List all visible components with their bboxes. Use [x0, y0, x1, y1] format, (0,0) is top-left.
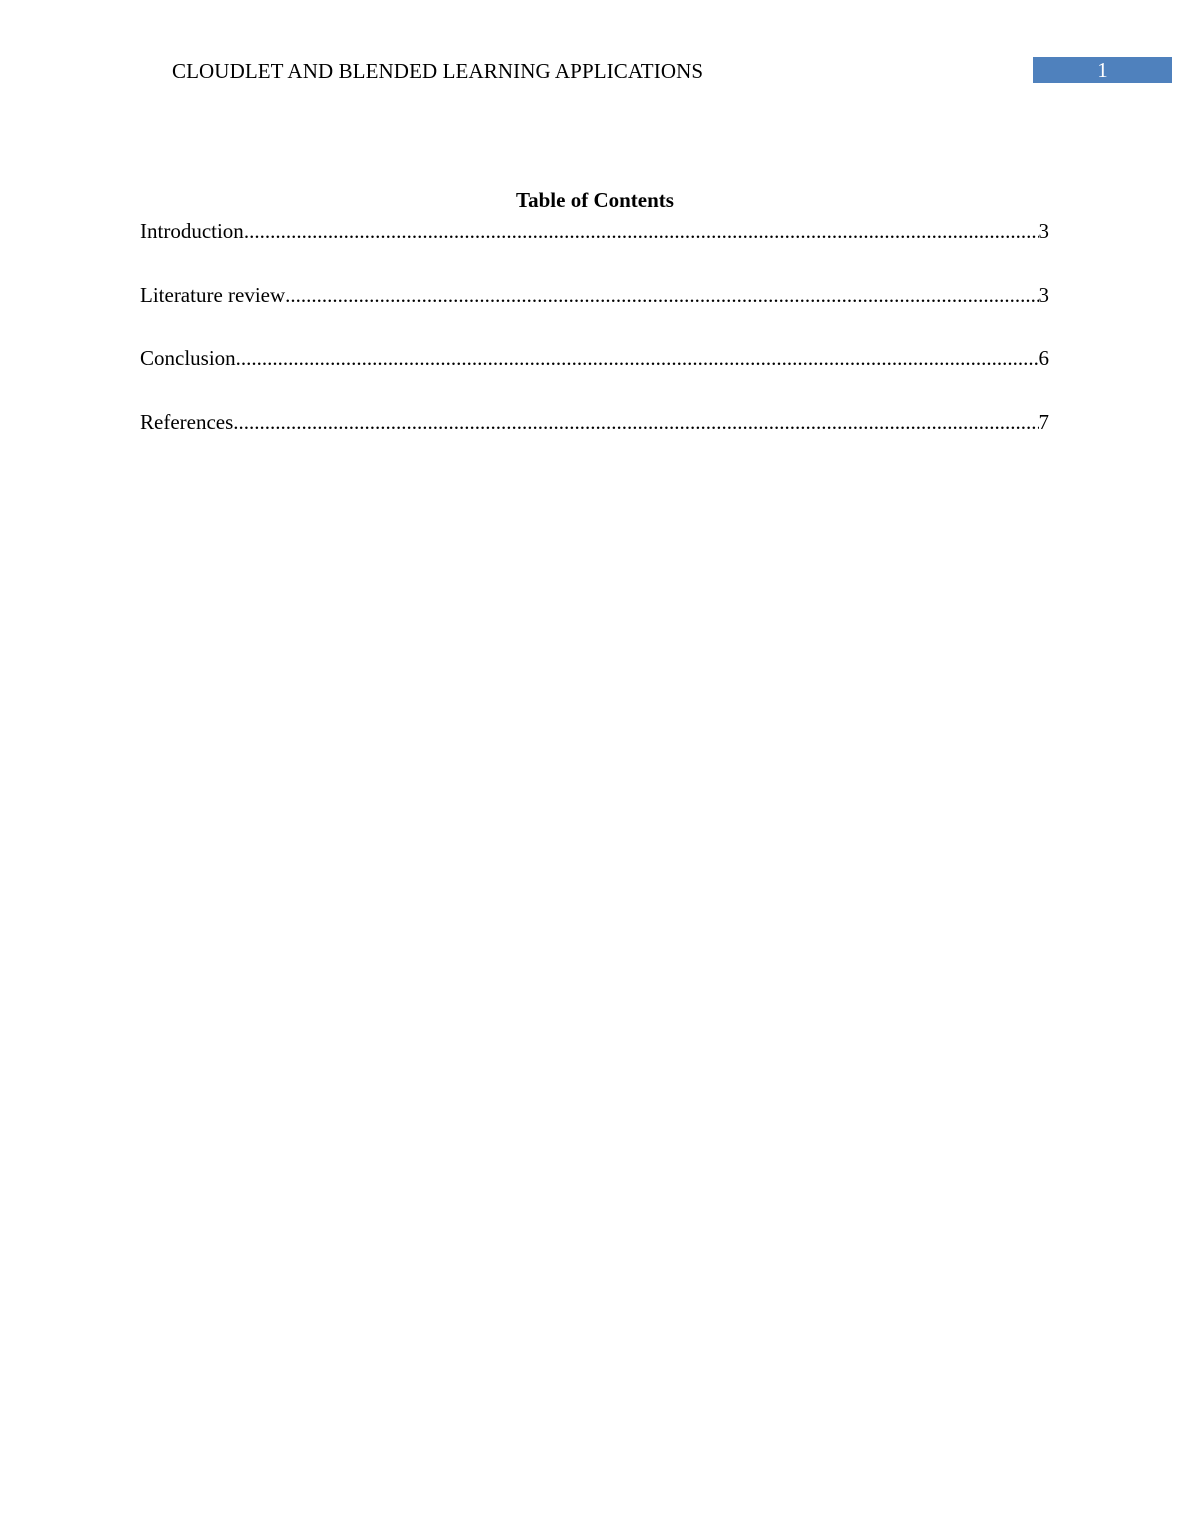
toc-entry-page: 6 [1038, 346, 1049, 370]
toc-entry-page: 3 [1038, 219, 1049, 243]
toc-entry-page: 7 [1038, 409, 1049, 434]
toc-entry-introduction[interactable] [140, 217, 1049, 245]
toc-entry-label: References [140, 409, 234, 434]
toc-entry-conclusion[interactable] [140, 344, 1049, 372]
toc-entry-references[interactable] [140, 408, 1049, 436]
toc-entry-page: 3 [1038, 282, 1049, 307]
toc-heading: Table of Contents [516, 188, 674, 212]
table-of-contents [140, 217, 1049, 471]
toc-dot-leader [285, 281, 1038, 309]
toc-entry-literature-review[interactable] [140, 281, 1049, 309]
toc-entry-label: Literature review [140, 282, 286, 307]
toc-dot-leader [244, 217, 1039, 245]
toc-entry-label: Introduction [140, 219, 244, 243]
toc-dot-leader [236, 344, 1039, 372]
running-head-title: CLOUDLET AND BLENDED LEARNING APPLICATIONS [172, 59, 704, 83]
toc-dot-leader [233, 408, 1038, 436]
page-number: 1 [1033, 57, 1172, 83]
toc-entry-label: Conclusion [140, 346, 236, 370]
